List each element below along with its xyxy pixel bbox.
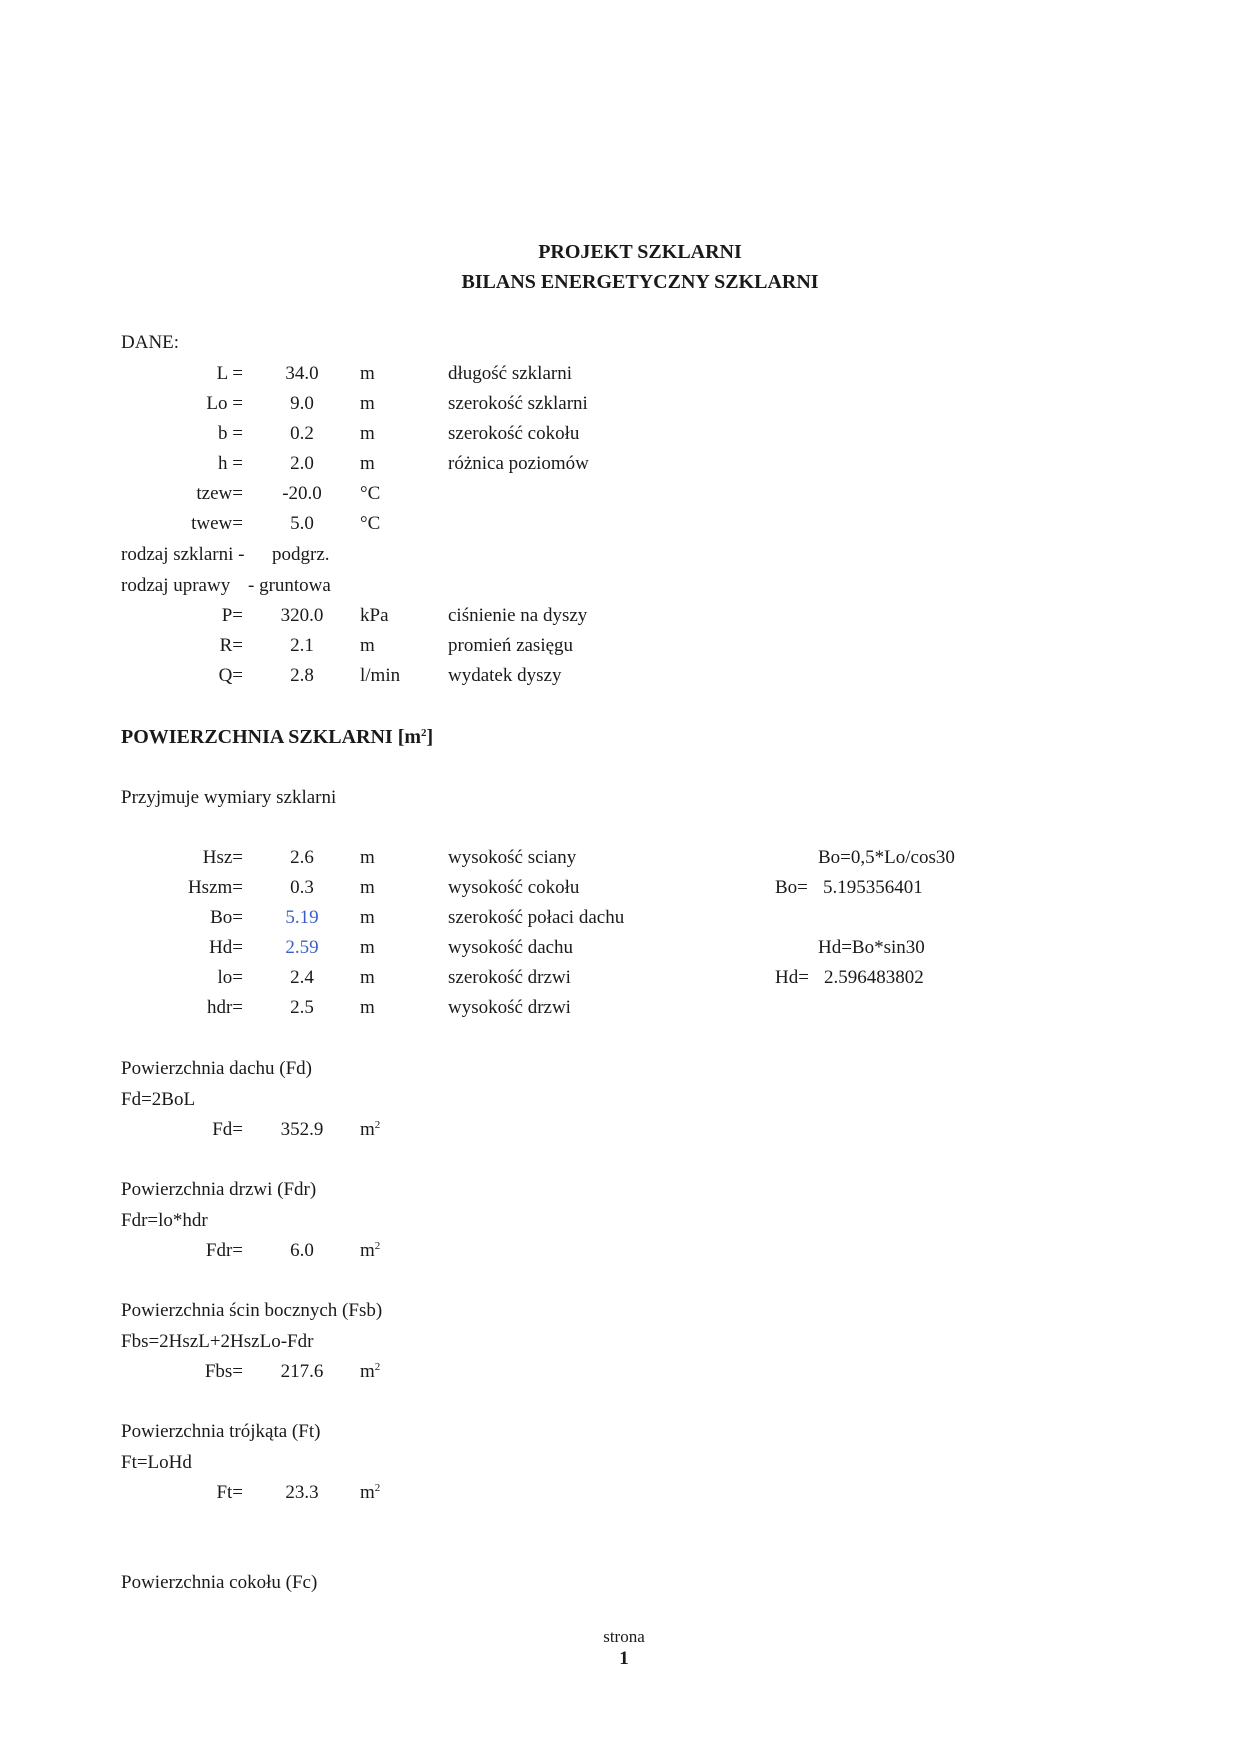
param-unit: °C [360, 513, 381, 534]
plinth-area-heading: Powierzchnia cokołu (Fc) [121, 1572, 318, 1593]
param-description: wysokość cokołu [448, 877, 580, 898]
param-description: różnica poziomów [448, 453, 589, 474]
param-value: 5.0 [290, 513, 314, 534]
param-description: wysokość sciany [448, 847, 577, 868]
param-description: wysokość dachu [448, 937, 574, 958]
param-value: 2.0 [290, 453, 314, 474]
param-value: 2.8 [290, 665, 314, 686]
area-label: Fd= [212, 1119, 243, 1140]
area-unit [360, 1119, 380, 1141]
param-label: Hszm= [187, 877, 243, 898]
param-label: P= [221, 605, 243, 626]
unit-superscript: 2 [374, 1361, 381, 1373]
param-description: szerokość połaci dachu [448, 907, 625, 928]
unit-superscript: 2 [374, 1482, 381, 1494]
area-formula: Fd=2BoL [121, 1089, 196, 1110]
param-value: 2.5 [290, 997, 314, 1018]
param-label: lo= [217, 967, 243, 988]
area-value: 217.6 [280, 1361, 324, 1382]
param-label: Hd= [209, 937, 243, 958]
unit-text: m [360, 1361, 375, 1382]
area-heading: Powierzchnia drzwi (Fdr) [121, 1179, 317, 1200]
area-unit [360, 1482, 380, 1504]
param-description: szerokość cokołu [448, 423, 580, 444]
param-label: h = [218, 453, 243, 474]
area-formula: Fdr=lo*hdr [121, 1210, 208, 1231]
area-heading: Powierzchnia dachu (Fd) [121, 1058, 312, 1079]
param-unit: m [360, 453, 375, 474]
param-unit: m [360, 393, 375, 414]
unit-superscript: 2 [374, 1119, 381, 1131]
param-unit: kPa [360, 605, 389, 626]
area-formula: Fbs=2HszL+2HszLo-Fdr [121, 1331, 314, 1352]
param-unit: m [360, 877, 375, 898]
area-formula: Ft=LoHd [121, 1452, 192, 1473]
document-title: PROJEKT SZKLARNI [538, 241, 742, 263]
param-value: 2.6 [290, 847, 314, 868]
area-value: 6.0 [290, 1240, 314, 1261]
area-label: Fdr= [205, 1240, 243, 1261]
param-unit: m [360, 423, 375, 444]
param-label: Hsz= [202, 847, 243, 868]
param-label: Bo= [210, 907, 243, 928]
hd-side-value: 2.596483802 [824, 967, 924, 988]
param-value: 2.4 [290, 967, 314, 988]
rodzaj-uprawy-value: - gruntowa [248, 575, 331, 596]
area-label: Fbs= [204, 1361, 243, 1382]
unit-superscript: 2 [374, 1240, 381, 1252]
bo-side-label: Bo= [775, 877, 808, 898]
param-unit: m [360, 907, 375, 928]
param-unit: l/min [360, 665, 401, 686]
param-unit: m [360, 847, 375, 868]
param-label: tzew= [196, 483, 243, 504]
param-value: 320.0 [280, 605, 324, 626]
param-unit: m [360, 363, 375, 384]
hd-formula: Hd=Bo*sin30 [818, 937, 925, 958]
param-label: hdr= [206, 997, 243, 1018]
section-title-superscript: 2 [421, 727, 427, 739]
unit-text: m [360, 1482, 375, 1503]
hd-side-label: Hd= [775, 967, 809, 988]
param-value: 2.1 [290, 635, 314, 656]
param-unit: °C [360, 483, 381, 504]
unit-text: m [360, 1119, 375, 1140]
param-description: szerokość drzwi [448, 967, 571, 988]
area-value: 23.3 [285, 1482, 319, 1503]
computed-value: 2.59 [285, 937, 319, 958]
rodzaj-szklarni-value: podgrz. [272, 544, 330, 565]
param-value: 0.3 [290, 877, 314, 898]
page-footer-label: strona [603, 1627, 645, 1646]
param-description: ciśnienie na dyszy [448, 605, 588, 626]
param-label: R= [219, 635, 243, 656]
unit-text: m [360, 1240, 375, 1261]
area-heading: Powierzchnia ścin bocznych (Fsb) [121, 1300, 383, 1321]
param-value: -20.0 [282, 483, 322, 504]
param-unit: m [360, 967, 375, 988]
area-heading: Powierzchnia trójkąta (Ft) [121, 1421, 321, 1442]
rodzaj-szklarni-label: rodzaj szklarni - [121, 544, 245, 565]
param-value: 0.2 [290, 423, 314, 444]
param-label: Lo = [206, 393, 243, 414]
param-unit: m [360, 997, 375, 1018]
przyjmuje-text: Przyjmuje wymiary szklarni [121, 787, 337, 808]
computed-value: 5.19 [285, 907, 319, 928]
param-value: 34.0 [285, 363, 319, 384]
param-unit: m [360, 937, 375, 958]
param-description: wydatek dyszy [448, 665, 562, 686]
area-unit [360, 1361, 380, 1383]
section-title-end: ] [426, 726, 434, 748]
area-unit [360, 1240, 380, 1262]
param-label: L = [216, 363, 243, 384]
param-label: b = [218, 423, 243, 444]
section-title [121, 726, 433, 748]
param-description: szerokość szklarni [448, 393, 588, 414]
document-subtitle: BILANS ENERGETYCZNY SZKLARNI [461, 271, 819, 293]
rodzaj-uprawy-label: rodzaj uprawy [121, 575, 231, 596]
param-description: długość szklarni [448, 363, 573, 384]
page-number: 1 [619, 1648, 629, 1669]
param-value: 9.0 [290, 393, 314, 414]
param-label: Q= [218, 665, 243, 686]
bo-formula: Bo=0,5*Lo/cos30 [818, 847, 955, 868]
dane-heading: DANE: [121, 332, 180, 353]
bo-side-value: 5.195356401 [823, 877, 923, 898]
area-label: Ft= [216, 1482, 243, 1503]
area-value: 352.9 [280, 1119, 324, 1140]
section-title-text: POWIERZCHNIA SZKLARNI [m [121, 726, 422, 748]
param-unit: m [360, 635, 375, 656]
param-description: wysokość drzwi [448, 997, 571, 1018]
param-label: twew= [191, 513, 243, 534]
param-description: promień zasięgu [448, 635, 574, 656]
